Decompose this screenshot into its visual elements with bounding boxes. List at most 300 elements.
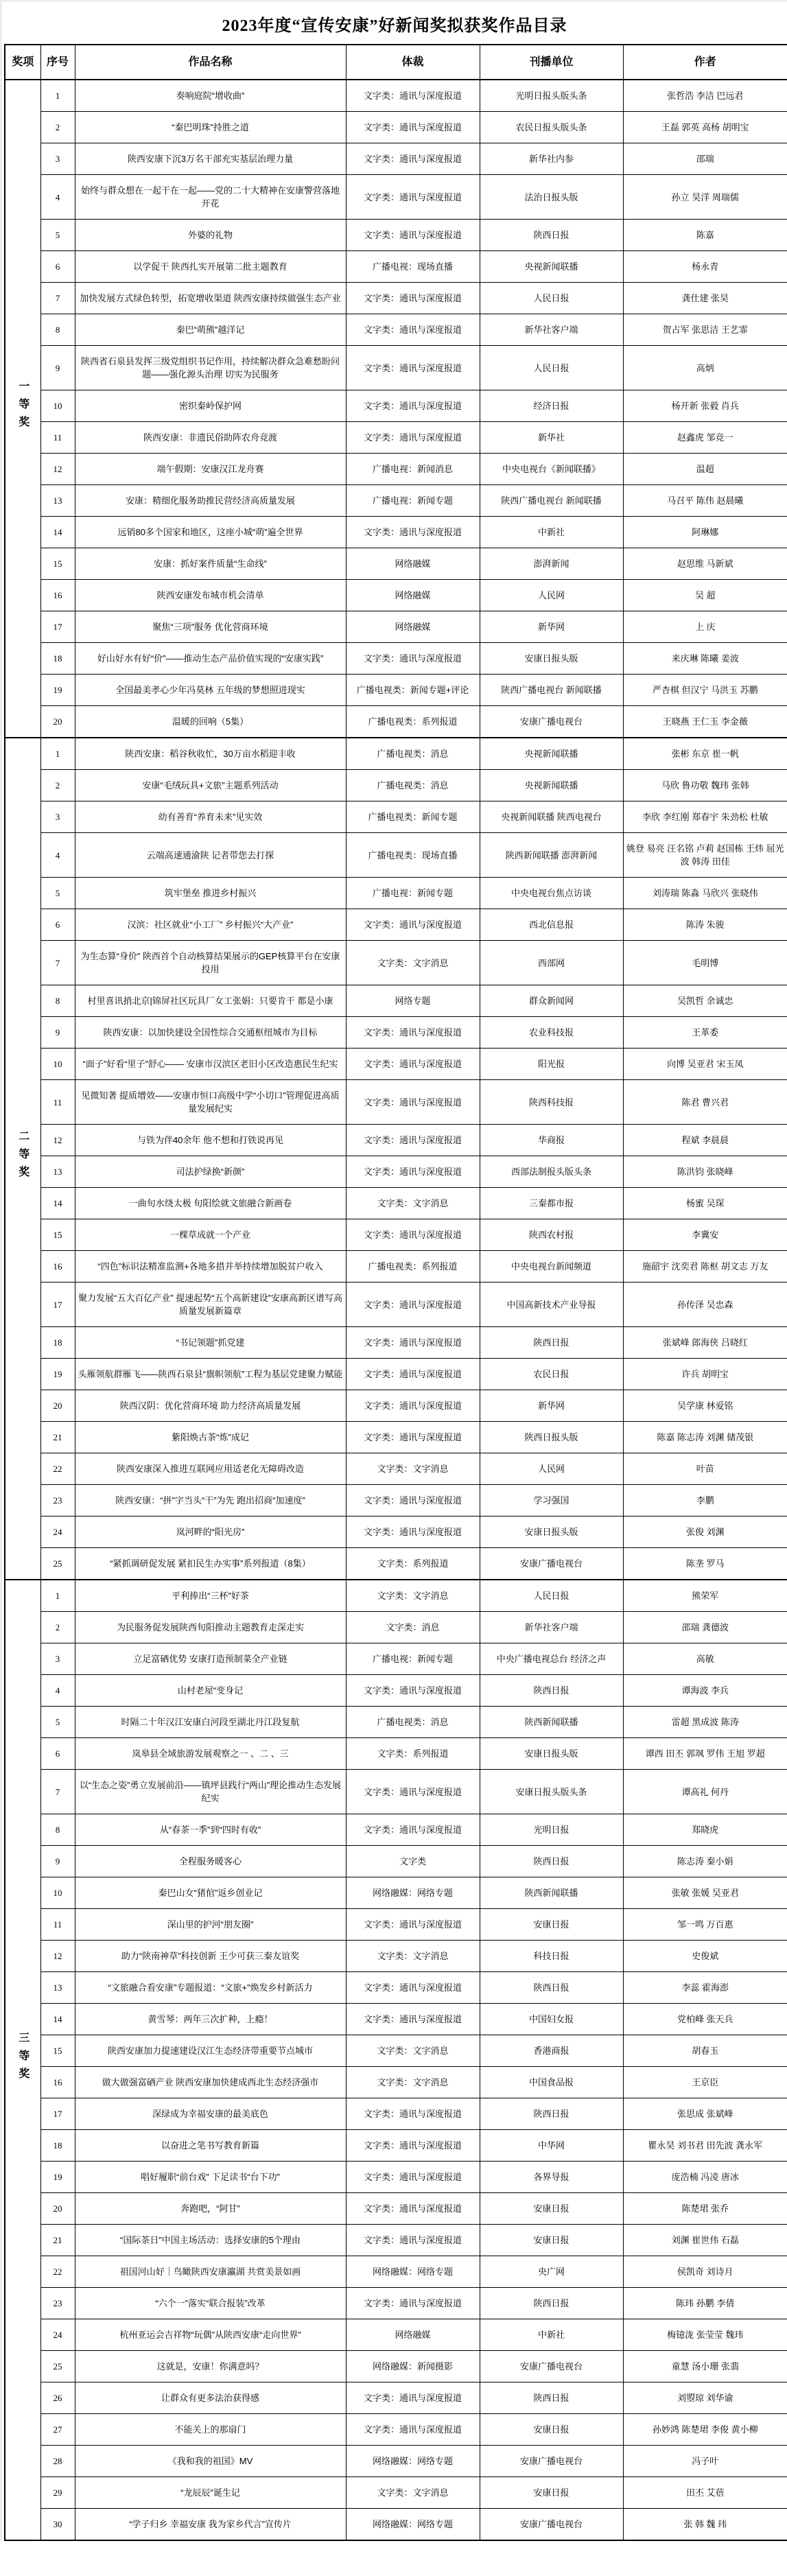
title-cell: 杭州亚运会吉祥物“玩偶”从陕西安康“走向世界” (75, 2319, 346, 2351)
index-cell: 2 (40, 1612, 75, 1643)
title-cell: “龙辰辰”诞生记 (75, 2477, 346, 2509)
table-row (5, 390, 787, 422)
index-cell: 18 (40, 2130, 75, 2162)
index-cell: 3 (40, 143, 75, 175)
index-cell: 12 (40, 454, 75, 485)
title-cell: 以奋进之笔书写教育新篇 (75, 2130, 346, 2162)
authors-cell: 叶苗 (623, 1453, 787, 1485)
table-row (5, 2382, 787, 2414)
genre-cell: 文字类：通讯与深度报道 (346, 2225, 480, 2256)
table-row (5, 112, 787, 143)
authors-cell: 严杏棋 但汉宁 马洪玉 苏鹏 (623, 675, 787, 706)
authors-cell: 张 韩 魏 玮 (623, 2509, 787, 2541)
table-row (5, 1941, 787, 1972)
table-row (5, 1846, 787, 1877)
publisher-cell: 中央广播电视总台 经济之声 (480, 1643, 623, 1675)
genre-cell: 广播电视：新闻专题 (346, 878, 480, 909)
publisher-cell: 陕西新闻联播 (480, 1707, 623, 1738)
table-row (5, 985, 787, 1017)
index-cell: 24 (40, 2319, 75, 2351)
table-row (5, 1283, 787, 1327)
publisher-cell: 新华网 (480, 611, 623, 643)
publisher-cell: 陕西日报 (480, 1327, 623, 1359)
title-cell: 以学促干 陕西扎实开展第二批主题教育 (75, 251, 346, 283)
authors-cell: 陈君 曹兴君 (623, 1080, 787, 1125)
publisher-cell: 安康日报头版 (480, 1738, 623, 1770)
table-row (5, 2067, 787, 2098)
genre-cell: 网络融媒 (346, 2319, 480, 2351)
authors-cell: 王晓燕 王仁玉 李金薇 (623, 706, 787, 738)
genre-cell: 文字类：通讯与深度报道 (346, 909, 480, 941)
index-cell: 3 (40, 1643, 75, 1675)
index-cell: 7 (40, 941, 75, 985)
authors-cell: 吴 超 (623, 580, 787, 611)
title-cell: 始终与群众想在一起干在一起——党的二十大精神在安康警营落地开花 (75, 175, 346, 220)
index-cell: 9 (40, 1017, 75, 1049)
authors-cell: 贺占军 张思洁 王艺霏 (623, 314, 787, 346)
table-row (5, 2035, 787, 2067)
authors-cell: 张敏 张媛 吴亚君 (623, 1877, 787, 1909)
authors-cell: 赵鑫虎 邹竞一 (623, 422, 787, 454)
genre-cell: 文字类：消息 (346, 1612, 480, 1643)
table-row (5, 941, 787, 985)
index-cell: 8 (40, 314, 75, 346)
genre-cell: 网络融媒：网络专题 (346, 1877, 480, 1909)
index-cell: 20 (40, 2193, 75, 2225)
authors-cell: 侯凯奇 刘诗月 (623, 2256, 787, 2288)
publisher-cell: 中新社 (480, 2319, 623, 2351)
authors-cell: 邵瑞 龚德波 (623, 1612, 787, 1643)
index-cell: 23 (40, 1485, 75, 1517)
table-row (5, 314, 787, 346)
genre-cell: 网络专题 (346, 985, 480, 1017)
title-cell: 祖国河山好｜鸟瞰陕西安康瀛湖 共赏美景如画 (75, 2256, 346, 2288)
title-cell: 陕西汉阴：优化营商环境 助力经济高质量发展 (75, 1390, 346, 1422)
authors-cell: 冯子叶 (623, 2446, 787, 2477)
publisher-cell: 安康广播电视台 (480, 706, 623, 738)
index-cell: 20 (40, 1390, 75, 1422)
index-cell: 7 (40, 1770, 75, 1814)
genre-cell: 文字类：通讯与深度报道 (346, 1049, 480, 1080)
genre-cell: 文字类：文字消息 (346, 2477, 480, 2509)
genre-cell: 文字类：通讯与深度报道 (346, 346, 480, 390)
table-row (5, 643, 787, 675)
title-cell: 助力“陕南神草”科技创新 王少可获三秦友谊奖 (75, 1941, 346, 1972)
table-row (5, 1049, 787, 1080)
authors-cell: 王京臣 (623, 2067, 787, 2098)
title-cell: 黄雪琴：两年三次扩种，上瘾！ (75, 2004, 346, 2035)
table-row (5, 2098, 787, 2130)
table-row (5, 1080, 787, 1125)
authors-cell: 邵瑞 (623, 143, 787, 175)
publisher-cell: 新华社内参 (480, 143, 623, 175)
table-row (5, 706, 787, 738)
genre-cell: 文字类：通讯与深度报道 (346, 112, 480, 143)
award-group-label: 二等奖 (16, 1130, 29, 1184)
publisher-cell: 人民网 (480, 1453, 623, 1485)
table-row (5, 2509, 787, 2541)
authors-cell: 杨开新 张毅 肖兵 (623, 390, 787, 422)
title-cell: 远销80多个国家和地区，这座小城“萌”遍全世界 (75, 517, 346, 548)
title-cell: 秦巴“萌熊”越洋记 (75, 314, 346, 346)
index-cell: 17 (40, 1283, 75, 1327)
authors-cell: 陈洪钧 张晓峰 (623, 1156, 787, 1188)
authors-cell: 张哲浩 李洁 巴远君 (623, 80, 787, 112)
authors-cell: 赵思维 马新斌 (623, 548, 787, 580)
table-row (5, 2256, 787, 2288)
index-cell: 12 (40, 1125, 75, 1156)
genre-cell: 文字类：通讯与深度报道 (346, 1156, 480, 1188)
publisher-cell: 华商报 (480, 1125, 623, 1156)
award-group-cell (5, 1580, 40, 2540)
publisher-cell: 经济日报 (480, 390, 623, 422)
authors-cell: 田丕 艾蓓 (623, 2477, 787, 2509)
genre-cell: 广播电视类：新闻专题 (346, 801, 480, 833)
genre-cell: 文字类：通讯与深度报道 (346, 2004, 480, 2035)
authors-cell: 吴学康 林爱铭 (623, 1390, 787, 1422)
title-cell: 好山好水有好“价”——推动生态产品价值实现的“安康实践” (75, 643, 346, 675)
title-cell: “六个一”落实“联合报装”改革 (75, 2288, 346, 2319)
authors-cell: 杨蜜 吴琛 (623, 1188, 787, 1219)
title-cell: 陕西安康发布城市机会清单 (75, 580, 346, 611)
award-group-label: 三等奖 (16, 2031, 29, 2085)
publisher-cell: 人民日报 (480, 1580, 623, 1612)
publisher-cell: 陕西日报 (480, 1675, 623, 1707)
table-row (5, 770, 787, 801)
table-row (5, 2319, 787, 2351)
title-cell: 从“春茶一季”到“四时有收” (75, 1814, 346, 1846)
index-cell: 16 (40, 1251, 75, 1283)
index-cell: 18 (40, 643, 75, 675)
title-cell: 让群众有更多法治获得感 (75, 2382, 346, 2414)
table-row (5, 2477, 787, 2509)
genre-cell: 网络融媒：新闻摄影 (346, 2351, 480, 2382)
genre-cell: 文字类：系列报道 (346, 1738, 480, 1770)
table-row (5, 1125, 787, 1156)
authors-cell: 熊荣军 (623, 1580, 787, 1612)
authors-cell: 陈嘉 陈志涛 刘渊 储茂银 (623, 1422, 787, 1453)
title-cell: “秦巴明珠”持胜之道 (75, 112, 346, 143)
table-row (5, 517, 787, 548)
authors-cell: 高炳 (623, 346, 787, 390)
genre-cell: 文字类：通讯与深度报道 (346, 80, 480, 112)
title-cell: 山村老屋“变身记 (75, 1675, 346, 1707)
publisher-cell: 新华社客户端 (480, 1612, 623, 1643)
header-work-title: 作品名称 (75, 45, 346, 80)
publisher-cell: 农业科技报 (480, 1017, 623, 1049)
publisher-cell: 科技日报 (480, 1941, 623, 1972)
publisher-cell: 陕西日报 (480, 2098, 623, 2130)
publisher-cell: 学习强国 (480, 1485, 623, 1517)
publisher-cell: 西北信息报 (480, 909, 623, 941)
authors-cell: 向博 吴亚君 宋玉凤 (623, 1049, 787, 1080)
authors-cell: 雷超 黑成波 陈涛 (623, 1707, 787, 1738)
authors-cell: 张彬 东京 崔一帆 (623, 738, 787, 770)
title-cell: 陕西安康加力提速建设汉江生态经济带重要节点城市 (75, 2035, 346, 2067)
table-header (5, 45, 787, 80)
index-cell: 9 (40, 1846, 75, 1877)
title-cell: 聚焦“三项”服务 优化营商环境 (75, 611, 346, 643)
publisher-cell: 中央电视台焦点访谈 (480, 878, 623, 909)
publisher-cell: 央视新闻联播 (480, 770, 623, 801)
table-row (5, 1517, 787, 1548)
genre-cell: 文字类：通讯与深度报道 (346, 2414, 480, 2446)
authors-cell: 邹一鸣 万百惠 (623, 1909, 787, 1941)
authors-cell: 许兵 胡明宝 (623, 1359, 787, 1390)
title-cell: 为生态算“身价” 陕西首个自动核算结果展示的GEP核算平台在安康投用 (75, 941, 346, 985)
index-cell: 14 (40, 2004, 75, 2035)
title-cell: 司法护绿换“新颜” (75, 1156, 346, 1188)
table-row (5, 1359, 787, 1390)
index-cell: 6 (40, 1738, 75, 1770)
page-title: 2023年度“宣传安康”好新闻奖拟获奖作品目录 (222, 17, 567, 35)
index-cell: 2 (40, 112, 75, 143)
genre-cell: 文字类：系列报道 (346, 1548, 480, 1580)
table-row (5, 675, 787, 706)
index-cell: 1 (40, 738, 75, 770)
publisher-cell: 西部法制报头版头条 (480, 1156, 623, 1188)
genre-cell: 网络融媒：网络专题 (346, 2256, 480, 2288)
authors-cell: 吴凯哲 余诚忠 (623, 985, 787, 1017)
table-row (5, 878, 787, 909)
genre-cell: 文字类：文字消息 (346, 941, 480, 985)
authors-cell: 马召平 陈伟 赵晨曦 (623, 485, 787, 517)
title-cell: 汉滨：社区就业“小工厂” 乡村振兴“大产业” (75, 909, 346, 941)
publisher-cell: 中华网 (480, 2130, 623, 2162)
index-cell: 18 (40, 1327, 75, 1359)
title-cell: 立足富硒优势 安康打造预制菜全产业链 (75, 1643, 346, 1675)
index-cell: 10 (40, 390, 75, 422)
table-row (5, 738, 787, 770)
genre-cell: 广播电视类：系列报道 (346, 706, 480, 738)
publisher-cell: 央视新闻联播 (480, 738, 623, 770)
index-cell: 4 (40, 1675, 75, 1707)
publisher-cell: 人民日报 (480, 346, 623, 390)
table-row (5, 346, 787, 390)
authors-cell: 施韶宇 沈奕君 陈枢 胡文志 万友 (623, 1251, 787, 1283)
authors-cell: 温超 (623, 454, 787, 485)
title-cell: 陕西安康：非遗民俗助阵农舟竞渡 (75, 422, 346, 454)
publisher-cell: 安康日报 (480, 1909, 623, 1941)
index-cell: 5 (40, 220, 75, 251)
index-cell: 22 (40, 1453, 75, 1485)
publisher-cell: 农民日报 (480, 1359, 623, 1390)
table-row (5, 1188, 787, 1219)
index-cell: 25 (40, 1548, 75, 1580)
header-index: 序号 (40, 45, 75, 80)
index-cell: 14 (40, 517, 75, 548)
authors-cell: 上 庆 (623, 611, 787, 643)
genre-cell: 文字类：文字消息 (346, 1188, 480, 1219)
index-cell: 16 (40, 2067, 75, 2098)
index-cell: 28 (40, 2446, 75, 2477)
table-row (5, 2162, 787, 2193)
index-cell: 13 (40, 1156, 75, 1188)
header-publisher: 刊播单位 (480, 45, 623, 80)
title-cell: 幼有善育“养育未来”见实效 (75, 801, 346, 833)
awards-table (4, 44, 787, 2541)
publisher-cell: 陕西日报 (480, 220, 623, 251)
genre-cell: 网络融媒 (346, 580, 480, 611)
header-award: 奖项 (5, 45, 40, 80)
index-cell: 22 (40, 2256, 75, 2288)
title-cell: 端午假期：安康汉江龙舟赛 (75, 454, 346, 485)
genre-cell: 文字类：通讯与深度报道 (346, 1080, 480, 1125)
title-cell: 筑牢堡垒 推进乡村振兴 (75, 878, 346, 909)
index-cell: 27 (40, 2414, 75, 2446)
index-cell: 4 (40, 833, 75, 878)
title-cell: 紫阳焕古茶“炼”成记 (75, 1422, 346, 1453)
table-row (5, 2446, 787, 2477)
genre-cell: 文字类：通讯与深度报道 (346, 2193, 480, 2225)
title-cell: “四色”标识法精准监测+各地多措并举持续增加脱贫户收入 (75, 1251, 346, 1283)
index-cell: 1 (40, 80, 75, 112)
title-cell: 外婆的礼物 (75, 220, 346, 251)
index-cell: 13 (40, 485, 75, 517)
authors-cell: 谭海波 李兵 (623, 1675, 787, 1707)
genre-cell: 文字类：通讯与深度报道 (346, 1517, 480, 1548)
table-row (5, 2288, 787, 2319)
publisher-cell: 陕西新闻联播 澎湃新闻 (480, 833, 623, 878)
authors-cell: 谭西 田丕 郭飒 罗伟 王旭 罗超 (623, 1738, 787, 1770)
authors-cell: 党柏峰 张天兵 (623, 2004, 787, 2035)
publisher-cell: 中央电视台《新闻联播》 (480, 454, 623, 485)
title-cell: 陕西安康：“拼”字当头“干”为先 跑出招商“加速度” (75, 1485, 346, 1517)
index-cell: 6 (40, 909, 75, 941)
authors-cell: 李鹏 (623, 1485, 787, 1517)
genre-cell: 广播电视类：现场直播 (346, 833, 480, 878)
genre-cell: 广播电视类：消息 (346, 738, 480, 770)
table-row (5, 1612, 787, 1643)
genre-cell: 网络融媒：网络专题 (346, 2446, 480, 2477)
publisher-cell: 安康日报 (480, 2225, 623, 2256)
publisher-cell: 中国食品报 (480, 2067, 623, 2098)
authors-cell: 李欣 李红刚 郑春宇 朱劲松 杜敏 (623, 801, 787, 833)
index-cell: 20 (40, 706, 75, 738)
title-cell: 以“生态之姿”勇立发展前沿——镇坪县践行“两山”理论推动生态发展纪实 (75, 1770, 346, 1814)
genre-cell: 文字类：通讯与深度报道 (346, 314, 480, 346)
title-cell: 密织秦岭保护网 (75, 390, 346, 422)
authors-cell: 胡春玉 (623, 2035, 787, 2067)
publisher-cell: 群众新闻网 (480, 985, 623, 1017)
table-row (5, 2130, 787, 2162)
award-group-label: 一等奖 (16, 380, 29, 434)
publisher-cell: 法治日报头版 (480, 175, 623, 220)
index-cell: 9 (40, 346, 75, 390)
publisher-cell: 安康日报头版 (480, 1517, 623, 1548)
authors-cell: 李蕊 霍海澎 (623, 1972, 787, 2004)
title-cell: 陕西省石泉县发挥三级党组织书记作用，持续解决群众急难愁盼问题——强化源头治理 切实为民服务 (75, 346, 346, 390)
genre-cell: 广播电视类：系列报道 (346, 1251, 480, 1283)
genre-cell: 文字类：文字消息 (346, 1941, 480, 1972)
authors-cell: 高敏 (623, 1643, 787, 1675)
authors-cell: 陈垄 罗马 (623, 1548, 787, 1580)
genre-cell: 文字类：文字消息 (346, 2035, 480, 2067)
publisher-cell: 陕西新闻联播 (480, 1877, 623, 1909)
table-row (5, 1422, 787, 1453)
genre-cell: 文字类：文字消息 (346, 1453, 480, 1485)
title-cell: “面子”好看“里子”舒心—— 安康市汉滨区老旧小区改造惠民生纪实 (75, 1049, 346, 1080)
publisher-cell: 陕西广播电视台 新闻联播 (480, 675, 623, 706)
title-cell: 做大做强富硒产业 陕西安康加快建成西北生态经济强市 (75, 2067, 346, 2098)
title-cell: 为民服务促发展陕西旬阳推动主题教育走深走实 (75, 1612, 346, 1643)
index-cell: 15 (40, 1219, 75, 1251)
authors-cell: 孙传泽 吴忠森 (623, 1283, 787, 1327)
table-row (5, 1909, 787, 1941)
index-cell: 19 (40, 2162, 75, 2193)
authors-cell: 刘涛瑞 陈淼 马欣兴 张晓伟 (623, 878, 787, 909)
table-row (5, 2351, 787, 2382)
table-row (5, 175, 787, 220)
authors-cell: 刘渊 崔世伟 石磊 (623, 2225, 787, 2256)
index-cell: 6 (40, 251, 75, 283)
title-cell: 安康：抓好案件质量“生命线” (75, 548, 346, 580)
title-cell: 头雁领航群雁飞——陕西石泉县“旗帜领航”工程为基层党建聚力赋能 (75, 1359, 346, 1390)
authors-cell: 谭高礼 何丹 (623, 1770, 787, 1814)
table-row (5, 2225, 787, 2256)
table-row (5, 1251, 787, 1283)
title-cell: 唱好履职“前台戏” 下足读书“台下功” (75, 2162, 346, 2193)
genre-cell: 文字类：文字消息 (346, 1580, 480, 1612)
index-cell: 26 (40, 2382, 75, 2414)
table-row (5, 1327, 787, 1359)
publisher-cell: 安康广播电视台 (480, 2509, 623, 2541)
table-row (5, 801, 787, 833)
publisher-cell: 陕西科技报 (480, 1080, 623, 1125)
title-cell: 平利捧出“三杯”好茶 (75, 1580, 346, 1612)
genre-cell: 文字类：通讯与深度报道 (346, 2130, 480, 2162)
index-cell: 23 (40, 2288, 75, 2319)
index-cell: 2 (40, 770, 75, 801)
table-row (5, 1219, 787, 1251)
title-cell: 岚河畔的“阳光房” (75, 1517, 346, 1548)
publisher-cell: 香港商报 (480, 2035, 623, 2067)
title-cell: 深山里的护河“朋友圈” (75, 1909, 346, 1941)
genre-cell: 文字类：通讯与深度报道 (346, 517, 480, 548)
index-cell: 21 (40, 2225, 75, 2256)
table-body (5, 80, 787, 2540)
index-cell: 19 (40, 675, 75, 706)
title-cell: 《我和我的祖国》MV (75, 2446, 346, 2477)
index-cell: 3 (40, 801, 75, 833)
title-cell: 不能关上的那扇门 (75, 2414, 346, 2446)
authors-cell: 毛明博 (623, 941, 787, 985)
title-cell: 陕西安康：以加快建设全国性综合交通枢纽城市为目标 (75, 1017, 346, 1049)
index-cell: 17 (40, 611, 75, 643)
table-row (5, 1738, 787, 1770)
publisher-cell: 陕西日报 (480, 1972, 623, 2004)
title-cell: 一曲旬水绕太极 旬阳绘就文旅融合新画卷 (75, 1188, 346, 1219)
authors-cell: 姚登 易亮 汪名铭 卢莉 赵国栋 王炜 屈光波 韩涛 田佳 (623, 833, 787, 878)
table-row (5, 251, 787, 283)
index-cell: 10 (40, 1049, 75, 1080)
genre-cell: 文字类：通讯与深度报道 (346, 2162, 480, 2193)
genre-cell: 文字类：通讯与深度报道 (346, 643, 480, 675)
genre-cell: 文字类：通讯与深度报道 (346, 1972, 480, 2004)
publisher-cell: 三秦都市报 (480, 1188, 623, 1219)
genre-cell: 文字类：通讯与深度报道 (346, 1219, 480, 1251)
table-row (5, 283, 787, 314)
index-cell: 5 (40, 878, 75, 909)
table-row (5, 1675, 787, 1707)
title-cell: 这就是，安康！你满意吗？ (75, 2351, 346, 2382)
publisher-cell: 西部网 (480, 941, 623, 985)
authors-cell: 张斌峰 郎海侠 吕晓红 (623, 1327, 787, 1359)
genre-cell: 文字类 (346, 1846, 480, 1877)
publisher-cell: 安康日报 (480, 2193, 623, 2225)
authors-cell: 陈涛 朱骏 (623, 909, 787, 941)
index-cell: 5 (40, 1707, 75, 1738)
